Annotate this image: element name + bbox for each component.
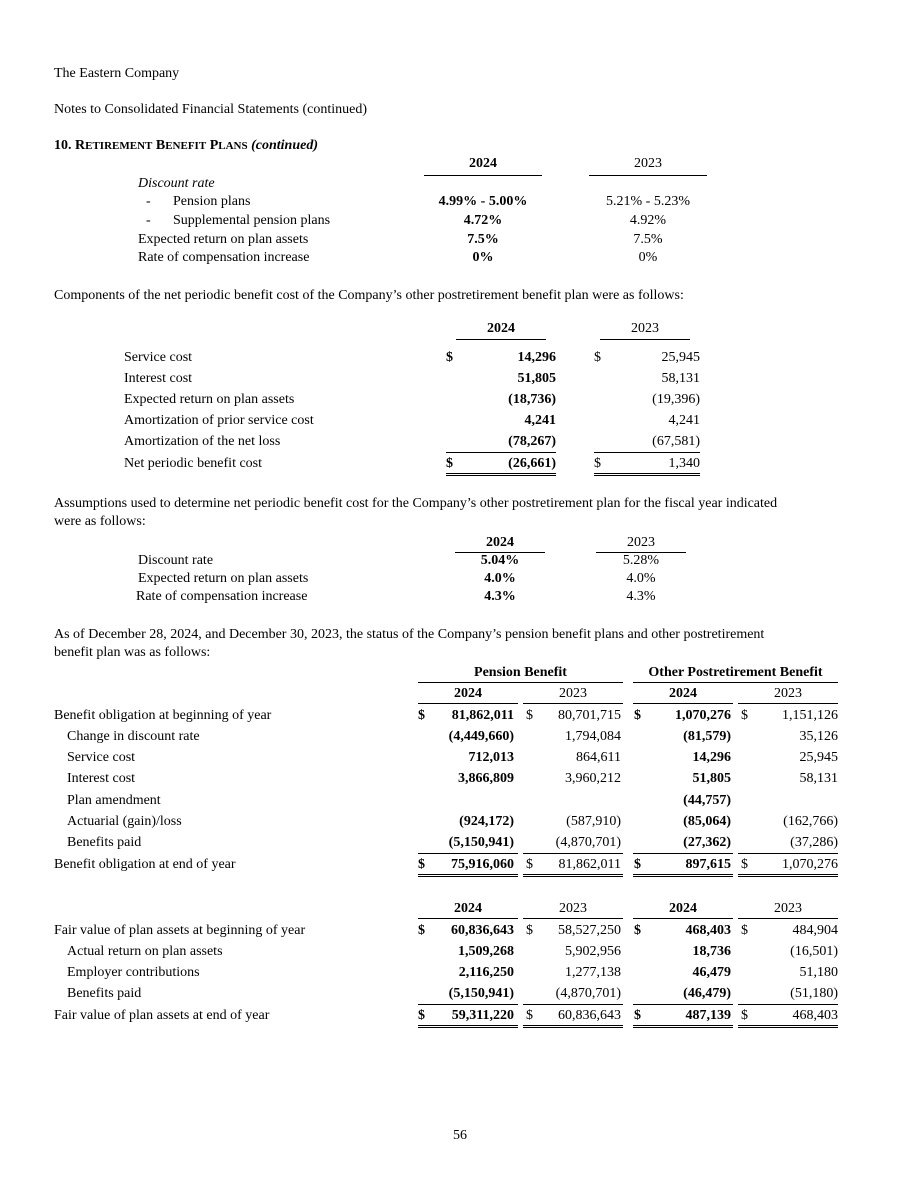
obligation-pension-2023: 1,794,084 bbox=[565, 729, 621, 744]
currency-sign: $ bbox=[741, 1008, 748, 1023]
components-year-2024: 2024 bbox=[487, 321, 515, 336]
obligation-other-2023: 25,945 bbox=[799, 750, 838, 765]
section-heading bbox=[54, 138, 318, 154]
assumptions-value-2023: 4.0% bbox=[626, 571, 656, 586]
components-value-2023: 25,945 bbox=[661, 350, 700, 365]
assumptions-row-label: Discount rate bbox=[138, 553, 214, 568]
rates1-row-label: Pension plans bbox=[173, 194, 251, 209]
page-number: 56 bbox=[453, 1128, 467, 1143]
section-number: 10. bbox=[54, 138, 72, 153]
obligation-pension-2023: (4,870,701) bbox=[555, 835, 621, 850]
obligation-other-2024: 51,805 bbox=[692, 771, 731, 786]
rates1-value-2023: 7.5% bbox=[633, 232, 663, 247]
rates1-value-2023: 4.92% bbox=[629, 213, 667, 228]
currency-sign: $ bbox=[634, 708, 641, 723]
assets-pension-2024: 60,836,643 bbox=[451, 923, 514, 938]
rates1-row-label: Rate of compensation increase bbox=[138, 250, 310, 265]
obligation-subtotal-rule-o2024 bbox=[633, 853, 733, 854]
assets-row-label: Actual return on plan assets bbox=[67, 944, 223, 959]
assets-total-rule-p2023 bbox=[523, 1025, 623, 1028]
assets-subtotal-rule-o2023 bbox=[738, 1004, 838, 1005]
obligation-pension-2023: 80,701,715 bbox=[558, 708, 621, 723]
components-row-label: Net periodic benefit cost bbox=[124, 456, 263, 471]
components-value-2024: 4,241 bbox=[524, 413, 556, 428]
assets-pension-2023: 5,902,956 bbox=[565, 944, 621, 959]
obligation-other-2024: (85,064) bbox=[683, 814, 731, 829]
obligation-pension-2023: 81,862,011 bbox=[558, 857, 621, 872]
assets-subtotal-rule-p2023 bbox=[523, 1004, 623, 1005]
obligation-pension-2024: (5,150,941) bbox=[448, 835, 514, 850]
assumptions-value-2023: 4.3% bbox=[626, 589, 656, 604]
components-total-rule-2024 bbox=[446, 473, 556, 476]
assets-rule-o2024 bbox=[633, 918, 733, 919]
obligation-other-2024: (44,757) bbox=[683, 793, 731, 808]
obligation-row-label: Interest cost bbox=[67, 771, 136, 786]
obligation-total-rule-o2024 bbox=[633, 874, 733, 877]
obligation-other-2023: (162,766) bbox=[783, 814, 838, 829]
components-row-label: Amortization of prior service cost bbox=[124, 413, 314, 428]
status-rule-p2024 bbox=[418, 703, 518, 704]
obligation-pension-2023: (587,910) bbox=[566, 814, 621, 829]
currency-sign: $ bbox=[741, 708, 748, 723]
status-year-p2023: 2023 bbox=[559, 686, 587, 701]
assets-pension-2023: 58,527,250 bbox=[558, 923, 621, 938]
rates1-value-2024: 4.99% - 5.00% bbox=[438, 194, 528, 209]
components-year-2023: 2023 bbox=[631, 321, 659, 336]
status-year-p2024: 2024 bbox=[454, 686, 482, 701]
obligation-total-rule-o2023 bbox=[738, 874, 838, 877]
assets-other-2023: 484,904 bbox=[792, 923, 838, 938]
obligation-other-2023: 35,126 bbox=[799, 729, 838, 744]
currency-sign: $ bbox=[526, 1008, 533, 1023]
assets-other-2024: 468,403 bbox=[685, 923, 731, 938]
currency-sign: $ bbox=[418, 708, 425, 723]
obligation-other-2023: (37,286) bbox=[790, 835, 838, 850]
obligation-total-rule-p2024 bbox=[418, 874, 518, 877]
obligation-total-rule-p2023 bbox=[523, 874, 623, 877]
currency-sign: $ bbox=[526, 857, 533, 872]
assets-row-label: Employer contributions bbox=[67, 965, 200, 980]
components-value-2023: 1,340 bbox=[668, 456, 700, 471]
assets-subtotal-rule-p2024 bbox=[418, 1004, 518, 1005]
obligation-other-2024: (27,362) bbox=[683, 835, 731, 850]
assets-rule-p2023 bbox=[523, 918, 623, 919]
assets-other-2023: (16,501) bbox=[790, 944, 838, 959]
section-continued: (continued) bbox=[251, 138, 318, 153]
components-rule-2023 bbox=[600, 339, 690, 340]
status-rule-p2023 bbox=[523, 703, 623, 704]
currency-sign: $ bbox=[418, 1008, 425, 1023]
obligation-pension-2023: 864,611 bbox=[576, 750, 621, 765]
components-row-label: Service cost bbox=[124, 350, 193, 365]
assets-pension-2023: 60,836,643 bbox=[558, 1008, 621, 1023]
rates1-value-2023: 5.21% - 5.23% bbox=[606, 194, 690, 209]
currency-sign: $ bbox=[634, 857, 641, 872]
obligation-other-2023: 1,151,126 bbox=[782, 708, 838, 723]
currency-sign: $ bbox=[526, 708, 533, 723]
assets-pension-2024: 1,509,268 bbox=[458, 944, 514, 959]
rates1-value-2024: 7.5% bbox=[467, 232, 499, 247]
assets-row-label: Fair value of plan assets at beginning of year bbox=[54, 923, 306, 938]
components-value-2023: (67,581) bbox=[652, 434, 700, 449]
assets-row-label: Benefits paid bbox=[67, 986, 142, 1001]
components-value-2024: 14,296 bbox=[517, 350, 556, 365]
currency-sign: $ bbox=[741, 923, 748, 938]
rates1-rule-2024 bbox=[424, 175, 542, 176]
assets-pension-2024: 59,311,220 bbox=[451, 1008, 514, 1023]
status-year-o2024: 2024 bbox=[669, 686, 697, 701]
obligation-other-2023: 58,131 bbox=[799, 771, 838, 786]
obligation-other-2024: 1,070,276 bbox=[675, 708, 731, 723]
rates1-year-2024: 2024 bbox=[469, 156, 497, 171]
status-intro-line1: As of December 28, 2024, and December 30, 2023, the status of the Company’s pension benefit plans and other postretirement bbox=[54, 627, 765, 642]
rates1-row-label: Expected return on plan assets bbox=[138, 232, 309, 247]
currency-sign: $ bbox=[418, 857, 425, 872]
assets-year-p2023: 2023 bbox=[559, 901, 587, 916]
assets-subtotal-rule-o2024 bbox=[633, 1004, 733, 1005]
obligation-subtotal-rule-p2023 bbox=[523, 853, 623, 854]
currency-sign: $ bbox=[741, 857, 748, 872]
obligation-pension-2024: 75,916,060 bbox=[451, 857, 514, 872]
obligation-other-2023: 1,070,276 bbox=[782, 857, 838, 872]
obligation-subtotal-rule-p2024 bbox=[418, 853, 518, 854]
obligation-subtotal-rule-o2023 bbox=[738, 853, 838, 854]
assets-pension-2023: (4,870,701) bbox=[555, 986, 621, 1001]
assumptions-value-2024: 4.3% bbox=[484, 589, 516, 604]
obligation-row-label: Plan amendment bbox=[67, 793, 161, 808]
components-subtotal-rule-2023 bbox=[594, 452, 700, 453]
obligation-pension-2023: 3,960,212 bbox=[565, 771, 621, 786]
components-value-2024: (78,267) bbox=[508, 434, 556, 449]
obligation-pension-2024: 712,013 bbox=[468, 750, 514, 765]
assets-year-o2024: 2024 bbox=[669, 901, 697, 916]
currency-sign: $ bbox=[418, 923, 425, 938]
rates1-dash: - bbox=[146, 213, 151, 228]
components-row-label: Expected return on plan assets bbox=[124, 392, 295, 407]
assumptions-value-2024: 5.04% bbox=[480, 553, 520, 568]
section-title-word-2: BENEFIT bbox=[155, 138, 207, 153]
page-subtitle: Notes to Consolidated Financial Statements (continued) bbox=[54, 102, 367, 117]
assets-total-rule-p2024 bbox=[418, 1025, 518, 1028]
assumptions-year-2023: 2023 bbox=[627, 535, 655, 550]
assets-other-2024: 487,139 bbox=[685, 1008, 731, 1023]
company-name: The Eastern Company bbox=[54, 66, 180, 81]
assets-row-label: Fair value of plan assets at end of year bbox=[54, 1008, 270, 1023]
status-intro-line2: benefit plan was as follows: bbox=[54, 645, 211, 660]
components-intro: Components of the net periodic benefit cost of the Company’s other postretirement benefit plan were as follows: bbox=[54, 288, 684, 303]
components-row-label: Interest cost bbox=[124, 371, 193, 386]
rates1-dash: - bbox=[146, 194, 151, 209]
assets-other-2024: 18,736 bbox=[692, 944, 731, 959]
components-value-2023: (19,396) bbox=[652, 392, 700, 407]
currency-sign: $ bbox=[446, 456, 453, 471]
assets-year-p2024: 2024 bbox=[454, 901, 482, 916]
obligation-pension-2024: 3,866,809 bbox=[458, 771, 514, 786]
currency-sign: $ bbox=[526, 923, 533, 938]
status-rule-o2023 bbox=[738, 703, 838, 704]
status-group-pension: Pension Benefit bbox=[474, 665, 567, 680]
assets-pension-2023: 1,277,138 bbox=[565, 965, 621, 980]
components-total-rule-2023 bbox=[594, 473, 700, 476]
rates1-value-2024: 4.72% bbox=[463, 213, 503, 228]
assumptions-value-2023: 5.28% bbox=[622, 553, 660, 568]
obligation-other-2024: (81,579) bbox=[683, 729, 731, 744]
obligation-pension-2024: (924,172) bbox=[459, 814, 514, 829]
assumptions-value-2024: 4.0% bbox=[484, 571, 516, 586]
components-value-2024: 51,805 bbox=[517, 371, 556, 386]
components-value-2024: (18,736) bbox=[508, 392, 556, 407]
assumptions-row-label: Rate of compensation increase bbox=[136, 589, 308, 604]
status-group-other: Other Postretirement Benefit bbox=[648, 665, 823, 680]
assets-total-rule-o2023 bbox=[738, 1025, 838, 1028]
assets-other-2024: (46,479) bbox=[683, 986, 731, 1001]
obligation-other-2024: 14,296 bbox=[692, 750, 731, 765]
assumptions-row-label: Expected return on plan assets bbox=[138, 571, 309, 586]
assets-other-2023: 468,403 bbox=[792, 1008, 838, 1023]
assets-other-2023: (51,180) bbox=[790, 986, 838, 1001]
currency-sign: $ bbox=[634, 923, 641, 938]
assets-other-2023: 51,180 bbox=[799, 965, 838, 980]
currency-sign: $ bbox=[594, 456, 601, 471]
section-title-word-3: PLANS bbox=[209, 138, 248, 153]
assets-other-2024: 46,479 bbox=[692, 965, 731, 980]
assumptions-year-2024: 2024 bbox=[486, 535, 514, 550]
assets-total-rule-o2024 bbox=[633, 1025, 733, 1028]
components-rule-2024 bbox=[456, 339, 546, 340]
rates1-value-2024: 0% bbox=[472, 250, 494, 265]
obligation-row-label: Benefit obligation at end of year bbox=[54, 857, 236, 872]
status-group-other-rule bbox=[633, 682, 838, 683]
assets-pension-2024: 2,116,250 bbox=[458, 965, 514, 980]
obligation-other-2024: 897,615 bbox=[685, 857, 731, 872]
rates1-discount-label: Discount rate bbox=[138, 176, 215, 191]
obligation-pension-2024: (4,449,660) bbox=[448, 729, 514, 744]
section-title-word-1: RETIREMENT bbox=[75, 138, 153, 153]
obligation-row-label: Benefit obligation at beginning of year bbox=[54, 708, 272, 723]
status-group-pension-rule bbox=[418, 682, 623, 683]
assumptions-intro-line1: Assumptions used to determine net periodic benefit cost for the Company’s other postretirement plan for the fiscal year indicated bbox=[54, 496, 778, 511]
status-year-o2023: 2023 bbox=[774, 686, 802, 701]
assets-year-o2023: 2023 bbox=[774, 901, 802, 916]
currency-sign: $ bbox=[634, 1008, 641, 1023]
assets-pension-2024: (5,150,941) bbox=[448, 986, 514, 1001]
assets-rule-p2024 bbox=[418, 918, 518, 919]
rates1-value-2023: 0% bbox=[638, 250, 658, 265]
currency-sign: $ bbox=[594, 350, 601, 365]
rates1-rule-2023 bbox=[589, 175, 707, 176]
status-rule-o2024 bbox=[633, 703, 733, 704]
components-subtotal-rule-2024 bbox=[446, 452, 556, 453]
components-value-2023: 4,241 bbox=[668, 413, 700, 428]
obligation-row-label: Benefits paid bbox=[67, 835, 142, 850]
components-value-2024: (26,661) bbox=[508, 456, 556, 471]
assumptions-intro-line2: were as follows: bbox=[54, 514, 146, 529]
rates1-year-2023: 2023 bbox=[634, 156, 662, 171]
obligation-row-label: Service cost bbox=[67, 750, 136, 765]
obligation-pension-2024: 81,862,011 bbox=[451, 708, 514, 723]
assets-rule-o2023 bbox=[738, 918, 838, 919]
components-value-2023: 58,131 bbox=[661, 371, 700, 386]
obligation-row-label: Change in discount rate bbox=[67, 729, 200, 744]
obligation-row-label: Actuarial (gain)/loss bbox=[67, 814, 182, 829]
components-row-label: Amortization of the net loss bbox=[124, 434, 281, 449]
currency-sign: $ bbox=[446, 350, 453, 365]
rates1-row-label: Supplemental pension plans bbox=[173, 213, 331, 228]
